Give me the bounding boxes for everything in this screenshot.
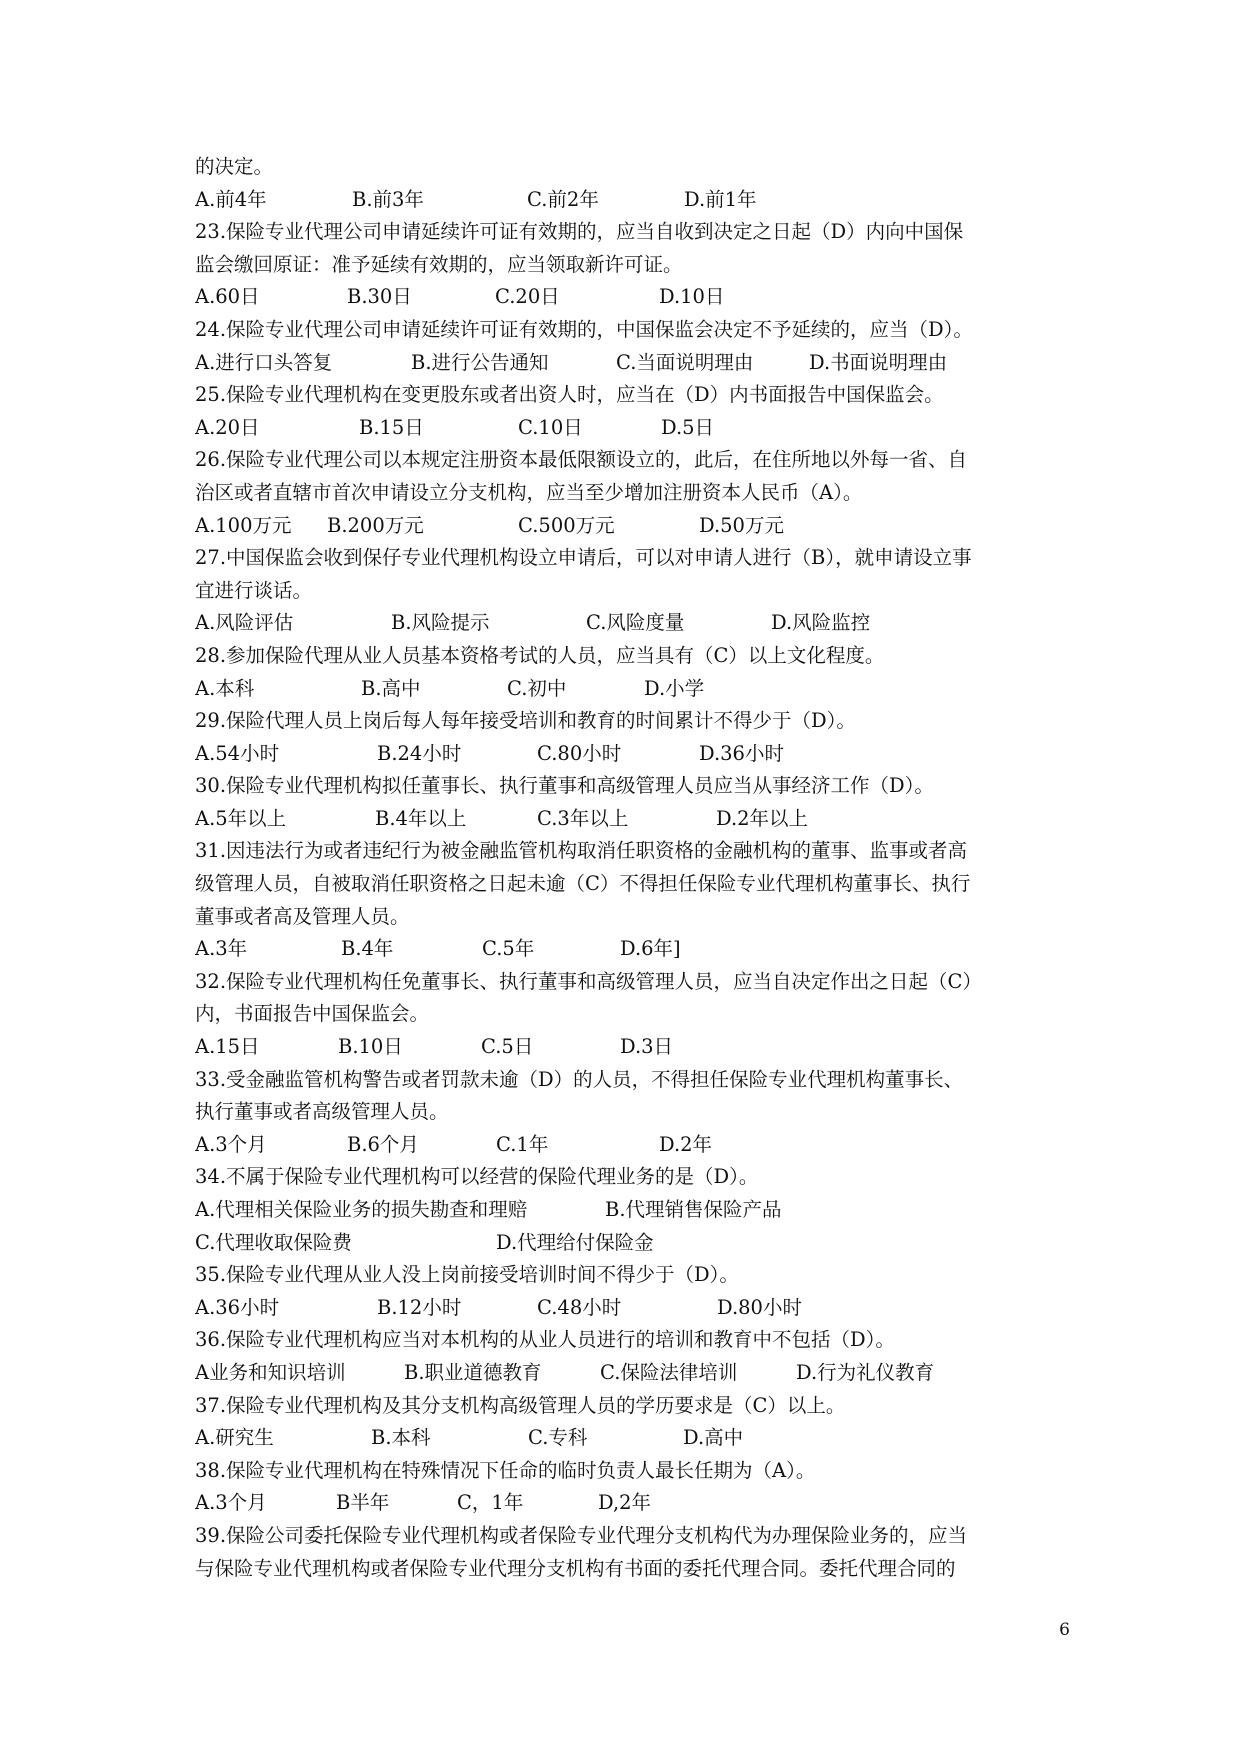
question-item: [195, 1520, 1065, 1585]
question-text-line: 28.参加保险代理从业人员基本资格考试的人员，应当具有（C）以上文化程度。: [195, 643, 885, 667]
answer-option: C.48小时: [537, 1295, 622, 1319]
answer-option: A.54小时: [195, 741, 280, 765]
question-list: [195, 216, 1065, 1585]
question-text-line: 38.保险专业代理机构在特殊情况下任命的临时负责人最长任期为（A）。: [195, 1458, 816, 1482]
options-row: [195, 281, 1065, 314]
answer-option: B.10日: [338, 1035, 403, 1059]
question-text-line: 与保险专业代理机构或者保险专业代理分支机构有书面的委托代理合同。委托代理合同的: [195, 1556, 956, 1580]
question-text-line: 36.保险专业代理机构应当对本机构的从业人员进行的培训和教育中不包括（D）。: [195, 1328, 895, 1352]
question-text-line: 26.保险专业代理公司以本规定注册资本最低限额设立的，此后，在住所地以外每一省、自: [195, 448, 968, 472]
question-text-line: 内，书面报告中国保监会。: [195, 1002, 430, 1026]
answer-option: D.前1年: [684, 187, 757, 211]
answer-option: A.风险评估: [195, 611, 294, 635]
answer-option: D.2年: [659, 1132, 713, 1156]
answer-option: A.3个月: [195, 1132, 267, 1156]
question-item: [195, 1161, 1065, 1259]
question-text-line: 30.保险专业代理机构拟任董事长、执行董事和高级管理人员应当从事经济工作（D）。: [195, 774, 934, 798]
answer-option: C.20日: [495, 285, 560, 309]
options-row: [195, 412, 1065, 445]
answer-option: B.6个月: [347, 1132, 419, 1156]
question-text-line: 级管理人员，自被取消任职资格之日起未逾（C）不得担任保险专业代理机构董事长、执行: [195, 872, 971, 896]
answer-option: D.5日: [661, 415, 715, 439]
options-row: [195, 1129, 1065, 1162]
question-item: [195, 314, 1065, 379]
answer-option: B.前3年: [352, 187, 424, 211]
question-text-line: 32.保险专业代理机构任免董事长、执行董事和高级管理人员，应当自决定作出之日起（C）: [195, 969, 982, 993]
answer-option: B.本科: [371, 1426, 431, 1450]
answer-option: B.进行公告通知: [411, 350, 549, 374]
answer-option: B.200万元: [327, 513, 424, 537]
question-text-line: 35.保险专业代理从业人没上岗前接受培训时间不得少于（D）。: [195, 1263, 739, 1287]
answer-option: B.4年以上: [375, 806, 467, 830]
options-row: [195, 1227, 1065, 1260]
options-row: [195, 803, 1065, 836]
question-item: [195, 216, 1065, 314]
answer-option: A.3年: [195, 937, 248, 961]
question-item: [195, 542, 1065, 640]
question-text-line: 37.保险专业代理机构及其分支机构高级管理人员的学历要求是（C）以上。: [195, 1393, 846, 1417]
answer-option: B.30日: [347, 285, 412, 309]
answer-option: D.行为礼仪教育: [796, 1360, 935, 1384]
answer-option: D.代理给付保险金: [496, 1230, 654, 1254]
answer-option: D.书面说明理由: [809, 350, 948, 374]
question-text-line: 执行董事或者高级管理人员。: [195, 1100, 449, 1124]
answer-option: A.20日: [195, 415, 260, 439]
answer-option: A.3个月: [195, 1491, 267, 1515]
answer-option: D.高中: [683, 1426, 744, 1450]
question-item: [195, 379, 1065, 444]
question-text-line: 23.保险专业代理公司申请延续许可证有效期的，应当自收到决定之日起（D）内向中国保: [195, 220, 964, 244]
answer-option: A.代理相关保险业务的损失勘查和理赔: [195, 1198, 528, 1221]
question-item: [195, 705, 1065, 770]
question-item: [195, 444, 1065, 542]
question-item: [195, 1064, 1065, 1162]
question-text-line: 24.保险专业代理公司申请延续许可证有效期的，中国保监会决定不予延续的，应当（D）。: [195, 317, 973, 341]
answer-option: D.风险监控: [771, 611, 871, 635]
answer-option: B.风险提示: [391, 611, 490, 635]
answer-option: C.5年: [482, 937, 535, 961]
question-item: [195, 770, 1065, 835]
continued-text-line: 的决定。: [195, 155, 274, 178]
page-content: [195, 151, 1065, 1585]
page-number: 6: [1059, 1620, 1070, 1640]
answer-option: D.2年以上: [716, 806, 809, 830]
answer-option: B半年: [336, 1491, 390, 1515]
question-text-line: 董事或者高及管理人员。: [195, 904, 410, 928]
answer-option: B.15日: [359, 415, 424, 439]
answer-option: D.80小时: [717, 1295, 802, 1319]
options-row: [195, 607, 1065, 640]
answer-option: C.80小时: [537, 741, 622, 765]
question-item: [195, 1390, 1065, 1455]
answer-option: D.6年]: [620, 937, 681, 961]
options-row: [195, 1487, 1065, 1520]
question-text-line: 39.保险公司委托保险专业代理机构或者保险专业代理分支机构代为办理保险业务的，应当: [195, 1523, 968, 1547]
answer-option: D.3日: [620, 1035, 674, 1059]
answer-option: C.前2年: [527, 187, 599, 211]
answer-option: D,2年: [598, 1491, 652, 1515]
question-text-line: 监会缴回原证：准予延续有效期的，应当领取新许可证。: [195, 252, 683, 276]
question-text-line: 31.因违法行为或者违纪行为被金融监管机构取消任职资格的金融机构的董事、监事或者高: [195, 839, 968, 863]
question-item: [195, 835, 1065, 965]
answer-option: B.12小时: [377, 1295, 462, 1319]
question-item: [195, 640, 1065, 705]
options-row: [195, 510, 1065, 543]
answer-option: C.1年: [496, 1132, 549, 1156]
question-text-line: 29.保险代理人员上岗后每人每年接受培训和教育的时间累计不得少于（D）。: [195, 709, 856, 733]
answer-option: C.当面说明理由: [616, 350, 754, 374]
options-row: [195, 1292, 1065, 1325]
options-row: [195, 673, 1065, 706]
question-text-line: 27.中国保监会收到保仔专业代理机构设立申请后，可以对申请人进行（B），就申请设立事: [195, 546, 972, 570]
question-text-line: 33.受金融监管机构警告或者罚款未逾（D）的人员，不得担任保险专业代理机构董事长、: [195, 1067, 964, 1091]
question-item: [195, 1324, 1065, 1389]
answer-option: A.100万元: [195, 513, 292, 537]
answer-option: B.代理销售保险产品: [605, 1198, 782, 1221]
answer-option: A业务和知识培训: [195, 1360, 346, 1384]
answer-option: A.前4年: [195, 187, 267, 211]
answer-option: C.500万元: [518, 513, 615, 537]
answer-option: A.5年以上: [195, 806, 287, 830]
answer-option: C.代理收取保险费: [195, 1230, 352, 1254]
options-row: [195, 1357, 1065, 1390]
answer-option: B.4年: [341, 937, 394, 961]
answer-option: D.36小时: [699, 741, 784, 765]
answer-option: D.小学: [644, 676, 705, 700]
answer-option: A.本科: [195, 676, 255, 700]
answer-option: C.5日: [481, 1035, 534, 1059]
answer-option: B.高中: [361, 676, 421, 700]
answer-option: C.10日: [518, 415, 583, 439]
question-text-line: 宜进行谈话。: [195, 578, 313, 602]
question-item: [195, 1259, 1065, 1324]
question-text-line: 25.保险专业代理机构在变更股东或者出资人时，应当在（D）内书面报告中国保监会。: [195, 383, 944, 407]
answer-option: D.50万元: [699, 513, 784, 537]
answer-option: A.60日: [195, 285, 260, 309]
answer-option: A.36小时: [195, 1295, 280, 1319]
options-row: [195, 738, 1065, 771]
question-item: [195, 1455, 1065, 1520]
options-row: [195, 1422, 1065, 1455]
question-text-line: 34.不属于保险专业代理机构可以经营的保险代理业务的是（D）。: [195, 1165, 759, 1189]
answer-option: D.10日: [659, 285, 725, 309]
question-text-line: 治区或者直辖市首次申请设立分支机构，应当至少增加注册资本人民币（A）。: [195, 480, 863, 504]
answer-option: C.专科: [528, 1426, 588, 1450]
answer-option: C，1年: [457, 1491, 524, 1515]
options-row: [195, 933, 1065, 966]
answer-option: C.初中: [507, 676, 567, 700]
options-row: [195, 347, 1065, 380]
options-row: [195, 184, 1065, 217]
answer-option: A.研究生: [195, 1426, 274, 1450]
options-row: [195, 1194, 1065, 1227]
question-item: [195, 966, 1065, 1064]
answer-option: B.24小时: [377, 741, 462, 765]
answer-option: C.保险法律培训: [600, 1360, 738, 1384]
answer-option: A.进行口头答复: [195, 350, 333, 374]
answer-option: C.风险度量: [586, 611, 685, 635]
options-row: [195, 1031, 1065, 1064]
answer-option: B.职业道德教育: [404, 1360, 542, 1384]
answer-option: C.3年以上: [537, 806, 629, 830]
answer-option: A.15日: [195, 1035, 260, 1059]
